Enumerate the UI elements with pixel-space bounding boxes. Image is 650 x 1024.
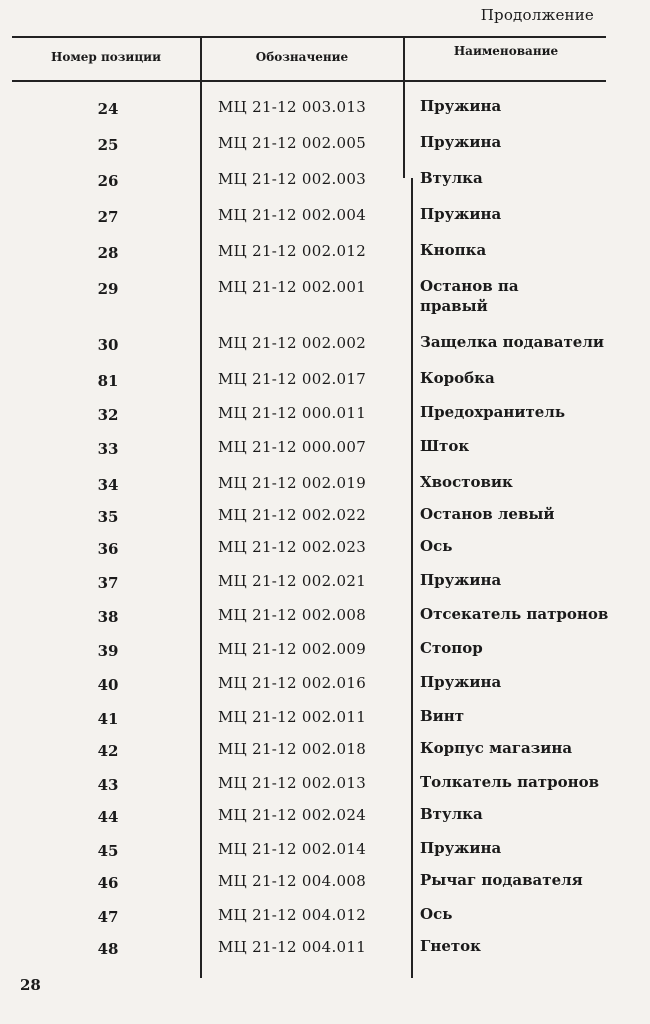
table-row [12,605,609,636]
position-number: 41 [97,710,119,728]
designation-code: МЦ 21-12 004.012 [218,906,367,924]
designation-code: МЦ 21-12 004.008 [218,872,367,890]
position-number: 44 [97,808,119,826]
part-name: Ось [420,905,453,923]
designation-code: МЦ 21-12 004.011 [218,938,367,956]
table-row [12,740,606,770]
part-name: Пружина [420,571,502,589]
position-number: 39 [97,642,119,660]
designation-code: МЦ 21-12 002.014 [218,840,367,858]
position-number: 30 [97,336,119,354]
position-number: 28 [97,244,119,262]
position-number: 48 [97,940,119,958]
designation-code: МЦ 21-12 002.017 [218,370,367,388]
position-number: 33 [97,440,119,458]
part-name: Гнеток [420,937,482,955]
table-row [12,872,606,902]
part-name: Корпус магазина [420,739,573,757]
designation-code: МЦ 21-12 000.007 [218,438,367,456]
position-number: 46 [97,874,119,892]
position-number: 43 [97,776,119,794]
column-header-designation: Обозначение [255,50,349,64]
position-number: 32 [97,406,119,424]
designation-code: МЦ 21-12 002.024 [218,806,367,824]
designation-code: МЦ 21-12 002.004 [218,206,367,224]
position-number: 34 [97,476,119,494]
table-row [12,906,606,936]
part-name: Хвостовик [420,473,513,491]
table-row [12,806,606,836]
designation-code: МЦ 21-12 002.009 [218,640,367,658]
designation-code: МЦ 21-12 002.008 [218,606,367,624]
designation-code: МЦ 21-12 002.022 [218,506,367,524]
designation-code: МЦ 21-12 002.016 [218,674,367,692]
table-row [12,572,606,602]
designation-code: МЦ 21-12 002.023 [218,538,367,556]
table-row [12,334,606,364]
column-header-position: Номер позиции [51,50,161,64]
table-row [12,708,606,738]
designation-code: МЦ 21-12 002.018 [218,740,367,758]
position-number: 40 [97,676,119,694]
position-number: 25 [97,136,119,154]
part-name: Кнопка [420,241,487,259]
part-name: Предохранитель [420,403,566,421]
table-row [12,170,606,200]
position-number: 47 [97,908,119,926]
part-name: Пружина [420,839,502,857]
table-row [12,474,606,504]
designation-code: МЦ 21-12 002.003 [218,170,367,188]
part-name: Толкатель патронов [420,773,600,791]
table-row [12,438,606,468]
table-row [12,206,606,236]
table-row [12,277,606,315]
part-name: Отсекатель патронов [420,605,609,623]
designation-code: МЦ 21-12 002.021 [218,572,367,590]
part-name: Пружина [420,673,502,691]
designation-code: МЦ 21-12 002.011 [218,708,367,726]
part-name: Защелка подаватели [420,333,605,351]
designation-code: МЦ 21-12 002.012 [218,242,367,260]
designation-code: МЦ 21-12 002.019 [218,474,367,492]
table-row [12,370,606,400]
table-row [12,774,606,804]
table-row [12,242,606,272]
column-header-name: Наименование [453,44,559,58]
part-name: Винт [420,707,465,725]
position-number: 26 [97,172,119,190]
part-name: Втулка [420,805,483,823]
designation-code: МЦ 21-12 002.002 [218,334,367,352]
position-number: 36 [97,540,119,558]
designation-code: МЦ 21-12 000.011 [218,404,367,422]
table-row [12,640,606,670]
position-number: 24 [97,100,119,118]
designation-code: МЦ 21-12 003.013 [218,98,367,116]
position-number: 42 [97,742,119,760]
position-number: 29 [97,280,119,298]
position-number: 81 [97,372,119,390]
table-row [12,134,606,164]
table-row [12,506,606,536]
header-bottom-rule [12,80,606,82]
table-row [12,404,606,434]
table-row [12,840,606,870]
part-name: Ось [420,537,453,555]
part-name: Пружина [420,97,502,115]
part-name: Пружина [420,205,502,223]
position-number: 37 [97,574,119,592]
part-name: Рычаг подавателя [420,871,583,889]
position-number: 35 [97,508,119,526]
part-name: Пружина [420,133,502,151]
part-name: Шток [420,437,470,455]
table-row [12,674,606,704]
part-name: Останов левый [420,505,555,523]
part-name: Втулка [420,169,483,187]
designation-code: МЦ 21-12 002.001 [218,278,367,296]
position-number: 27 [97,208,119,226]
position-number: 45 [97,842,119,860]
part-name: Коробка [420,369,495,387]
position-number: 38 [97,608,119,626]
table-top-rule [12,36,606,38]
designation-code: МЦ 21-12 002.005 [218,134,367,152]
continuation-label: Продолжение [480,6,594,24]
page-number: 28 [20,976,41,994]
designation-code: МЦ 21-12 002.013 [218,774,367,792]
table-row [12,938,606,968]
part-name: Останов па правый [420,277,519,315]
table-row [12,98,606,128]
table-row [12,538,606,568]
part-name: Стопор [420,639,483,657]
